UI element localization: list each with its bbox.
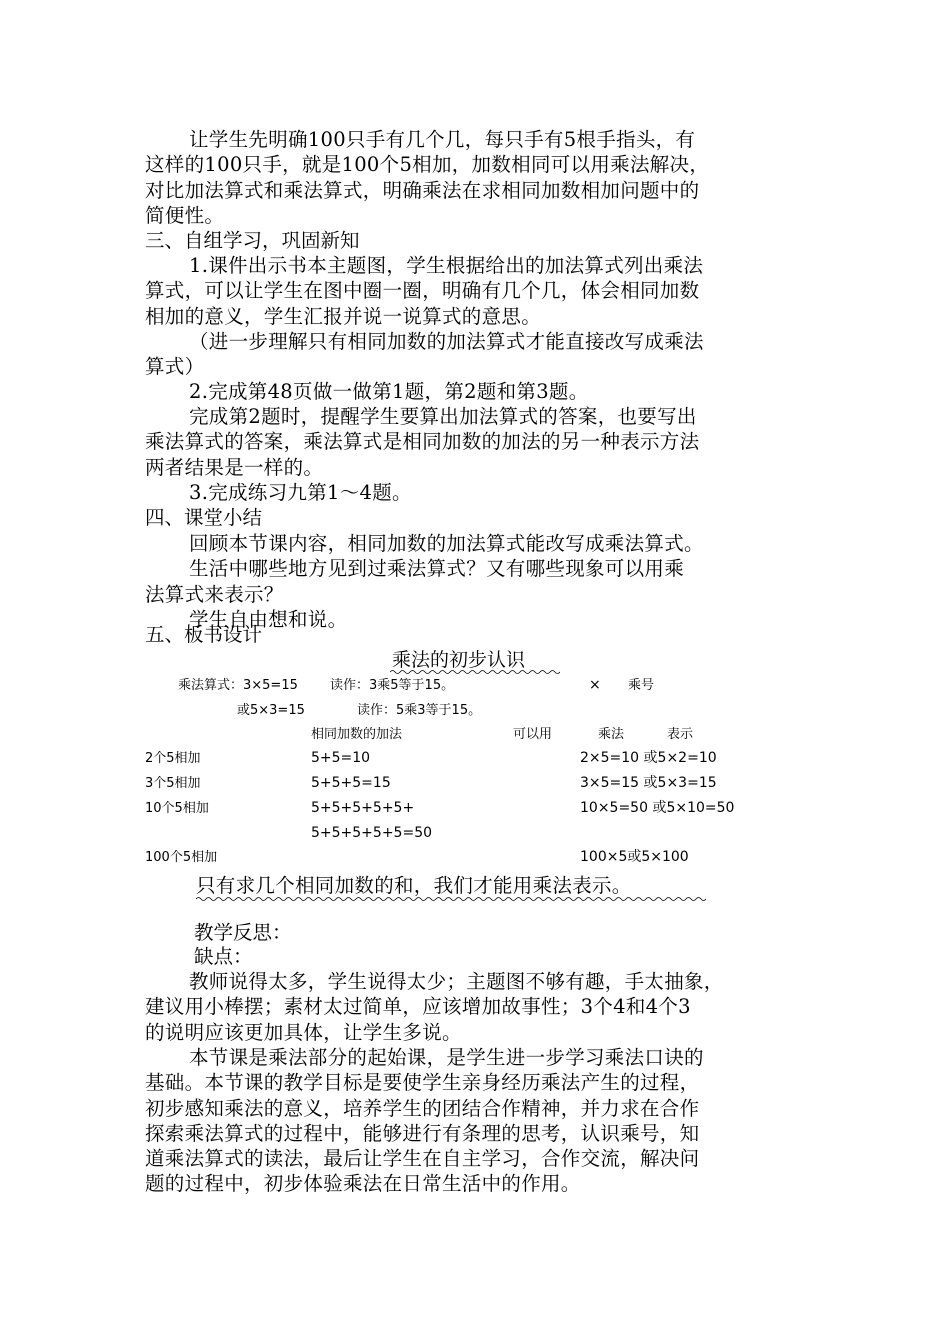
section-3-item-3 bbox=[145, 480, 807, 505]
board-row2-read: 读作：5乘3等于15。 bbox=[357, 703, 482, 718]
section-4-heading: 四、课堂小结 bbox=[145, 506, 263, 529]
col-header-can: 可以用 bbox=[513, 727, 553, 742]
weakness-heading: 缺点： bbox=[194, 945, 253, 968]
weakness-paragraph bbox=[145, 969, 807, 1045]
text-line: 3.完成练习九第1～4题。 bbox=[189, 481, 412, 504]
text-line: 生活中哪些地方见到过乘法算式？又有哪些现象可以用乘 bbox=[189, 557, 685, 581]
summary-paragraph bbox=[145, 1045, 807, 1197]
text-line: 道乘法算式的读法，最后让学生在自主学习，合作交流，解决问 bbox=[145, 1147, 700, 1171]
text-line: 基础。本节课的教学目标是要使学生亲身经历乘法产生的过程， bbox=[145, 1071, 700, 1095]
section-3-item-1 bbox=[145, 253, 807, 329]
table-row-mul: 100×5或5×100 bbox=[580, 849, 689, 865]
text-line: 完成第2题时，提醒学生要算出加法算式的答案，也要写出 bbox=[189, 405, 697, 428]
text-line: 学生自由想和说。 bbox=[189, 607, 348, 631]
table-row-label: 10个5相加 bbox=[145, 801, 209, 816]
text-line: 2.完成第48页做一做第1题，第2题和第3题。 bbox=[189, 380, 589, 403]
col-header-show: 表示 bbox=[667, 727, 694, 742]
section-5-heading: 五、板书设计 bbox=[145, 623, 263, 646]
intro-paragraph bbox=[145, 127, 807, 228]
text-line: 的说明应该更加具体，让学生多说。 bbox=[145, 1020, 462, 1044]
reflection-heading: 教学反思： bbox=[194, 921, 292, 944]
section-3-item-2 bbox=[145, 379, 807, 404]
title-wavy-underline bbox=[390, 669, 560, 675]
table-row-label: 2个5相加 bbox=[145, 751, 201, 766]
board-row2-formula: 或5×3=15 bbox=[237, 703, 305, 718]
text-line: 相加的意义，学生汇报并说一说算式的意思。 bbox=[145, 304, 542, 328]
table-row-add: 5+5=10 bbox=[311, 750, 371, 766]
table-row-label: 3个5相加 bbox=[145, 776, 201, 791]
table-row-mul: 3×5=15 或5×3=15 bbox=[580, 775, 717, 791]
text-line: 让学生先明确100只手有几个几，每只手有5根手指头，有 bbox=[189, 128, 696, 151]
text-line: 探索乘法算式的过程中，能够进行有条理的思考，认识乘号，知 bbox=[145, 1121, 700, 1145]
board-title: 乘法的初步认识 bbox=[392, 649, 526, 671]
text-line: （进一步理解只有相同加数的加法算式才能直接改写成乘法 bbox=[189, 330, 704, 353]
text-line: 本节课是乘法部分的起始课，是学生进一步学习乘法口诀的 bbox=[189, 1046, 704, 1069]
text-line: 乘法算式的答案，乘法算式是相同加数的加法的另一种表示方法 bbox=[145, 430, 700, 454]
table-row-add: 5+5+5+5+5=50 bbox=[311, 825, 433, 841]
table-row-mul: 2×5=10 或5×2=10 bbox=[580, 750, 717, 766]
board-conclusion: 只有求几个相同加数的和，我们才能用乘法表示。 bbox=[196, 874, 632, 897]
text-line: 题的过程中，初步体验乘法在日常生活中的作用。 bbox=[145, 1172, 581, 1196]
multiply-sign: × bbox=[589, 677, 601, 693]
table-row-label: 100个5相加 bbox=[145, 850, 218, 865]
text-line: 算式） bbox=[145, 355, 205, 379]
text-line: 教师说得太多，学生说得太少；主题图不够有趣，手太抽象， bbox=[189, 970, 724, 993]
text-line: 初步感知乘法的意义，培养学生的团结合作精神，并力求在合作 bbox=[145, 1096, 700, 1120]
text-line: 法算式来表示？ bbox=[145, 582, 284, 606]
section-3-note bbox=[145, 329, 807, 380]
text-line: 两者结果是一样的。 bbox=[145, 455, 324, 479]
section-3-heading: 三、自组学习，巩固新知 bbox=[145, 229, 360, 252]
text-line: 简便性。 bbox=[145, 203, 225, 227]
board-row1-formula: 乘法算式：3×5=15 bbox=[178, 678, 298, 693]
text-line: 1.课件出示书本主题图，学生根据给出的加法算式列出乘法 bbox=[189, 254, 704, 277]
section-3-item-2-detail bbox=[145, 404, 807, 480]
text-line: 这样的100只手，就是100个5相加，加数相同可以用乘法解决， bbox=[145, 153, 710, 177]
table-row-add: 5+5+5=15 bbox=[311, 775, 391, 791]
col-header-mul: 乘法 bbox=[598, 727, 625, 742]
text-line: 算式，可以让学生在图中圈一圈，明确有几个几，体会相同加数 bbox=[145, 279, 700, 303]
text-line: 回顾本节课内容，相同加数的加法算式能改写成乘法算式。 bbox=[189, 532, 704, 555]
table-row-mul: 10×5=50 或5×10=50 bbox=[580, 800, 735, 816]
section-4-body bbox=[145, 531, 807, 632]
board-row1-read: 读作：3乘5等于15。 bbox=[330, 678, 455, 693]
col-header-add: 相同加数的加法 bbox=[311, 727, 403, 742]
conclusion-wavy-underline bbox=[196, 896, 706, 902]
text-line: 对比加法算式和乘法算式，明确乘法在求相同加数相加问题中的 bbox=[145, 178, 700, 202]
text-line: 建议用小棒摆；素材太过简单，应该增加故事性；3个4和4个3 bbox=[145, 995, 691, 1019]
multiply-sign-name: 乘号 bbox=[628, 678, 655, 693]
table-row-add: 5+5+5+5+5+ bbox=[311, 800, 415, 816]
